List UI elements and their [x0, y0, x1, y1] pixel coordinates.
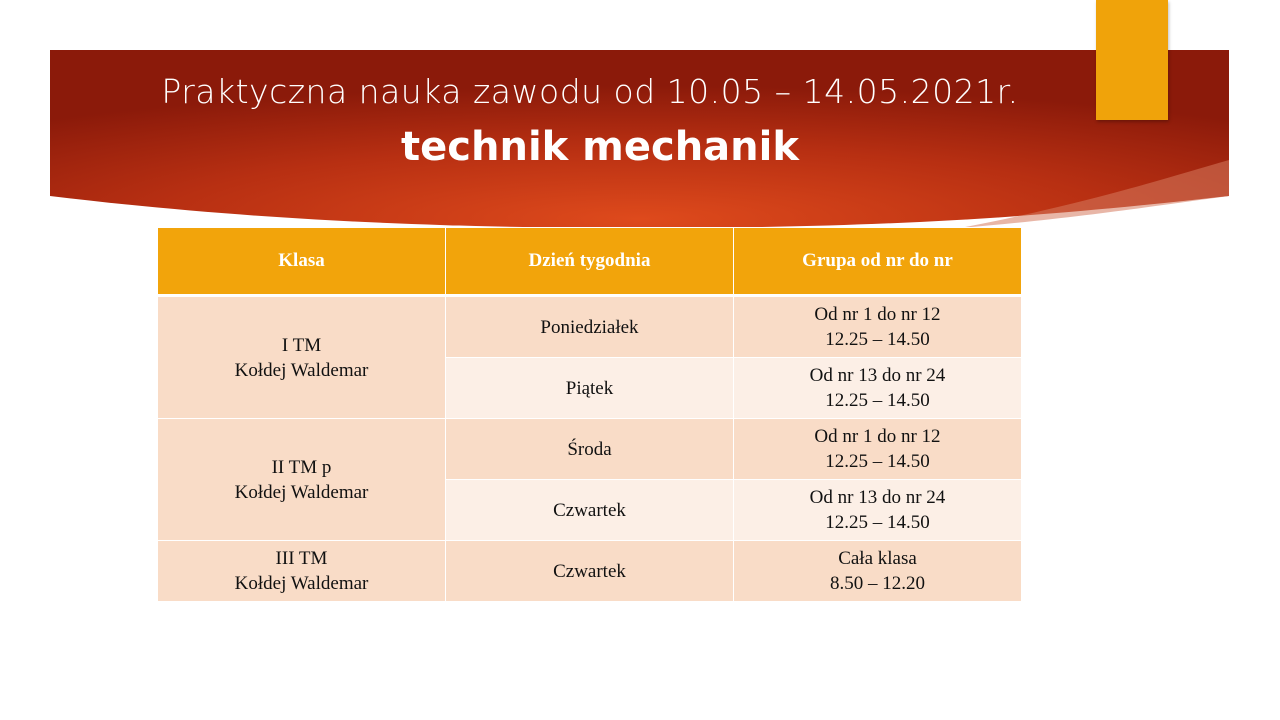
grupa-range: Od nr 13 do nr 24 — [809, 487, 946, 508]
grupa-range: Cała klasa — [838, 548, 917, 569]
table-row — [158, 419, 1022, 480]
grupa-cell — [734, 296, 1022, 358]
grupa-range: Od nr 1 do nr 12 — [814, 304, 941, 325]
grupa-time: 12.25 – 14.50 — [825, 390, 930, 411]
day-cell: Środa — [446, 419, 734, 480]
grupa-cell — [734, 358, 1022, 419]
title-banner — [0, 0, 1280, 240]
table-row — [158, 541, 1022, 602]
teacher-name: Kołdej Waldemar — [234, 359, 369, 381]
klasa-cell — [158, 296, 446, 419]
klasa-cell — [158, 541, 446, 602]
grupa-time: 12.25 – 14.50 — [825, 451, 930, 472]
grupa-time: 8.50 – 12.20 — [830, 573, 925, 594]
grupa-cell — [734, 480, 1022, 541]
slide-title: Praktyczna nauka zawodu od 10.05 – 14.05.2021r. — [161, 72, 1019, 111]
day-cell: Poniedziałek — [446, 296, 734, 358]
header-klasa: Klasa — [158, 228, 446, 296]
teacher-name: Kołdej Waldemar — [234, 573, 369, 594]
grupa-cell — [734, 419, 1022, 480]
day-cell: Czwartek — [446, 541, 734, 602]
teacher-name: Kołdej Waldemar — [234, 481, 369, 503]
klasa-name: III TM — [275, 548, 328, 569]
header-dzien-tygodnia: Dzień tygodnia — [446, 228, 734, 296]
grupa-range: Od nr 1 do nr 12 — [814, 426, 941, 447]
table-header-row — [158, 228, 1022, 296]
klasa-cell — [158, 419, 446, 541]
grupa-cell — [734, 541, 1022, 602]
grupa-time: 12.25 – 14.50 — [825, 329, 930, 350]
day-cell: Piątek — [446, 358, 734, 419]
table-row — [158, 296, 1022, 358]
day-cell: Czwartek — [446, 480, 734, 541]
klasa-name: I TM — [281, 334, 322, 356]
schedule-table — [157, 227, 1022, 602]
grupa-time: 12.25 – 14.50 — [825, 512, 930, 533]
klasa-name: II TM p — [271, 456, 332, 478]
grupa-range: Od nr 13 do nr 24 — [809, 365, 946, 386]
slide-subtitle: technik mechanik — [401, 124, 799, 170]
header-grupa: Grupa od nr do nr — [734, 228, 1022, 296]
